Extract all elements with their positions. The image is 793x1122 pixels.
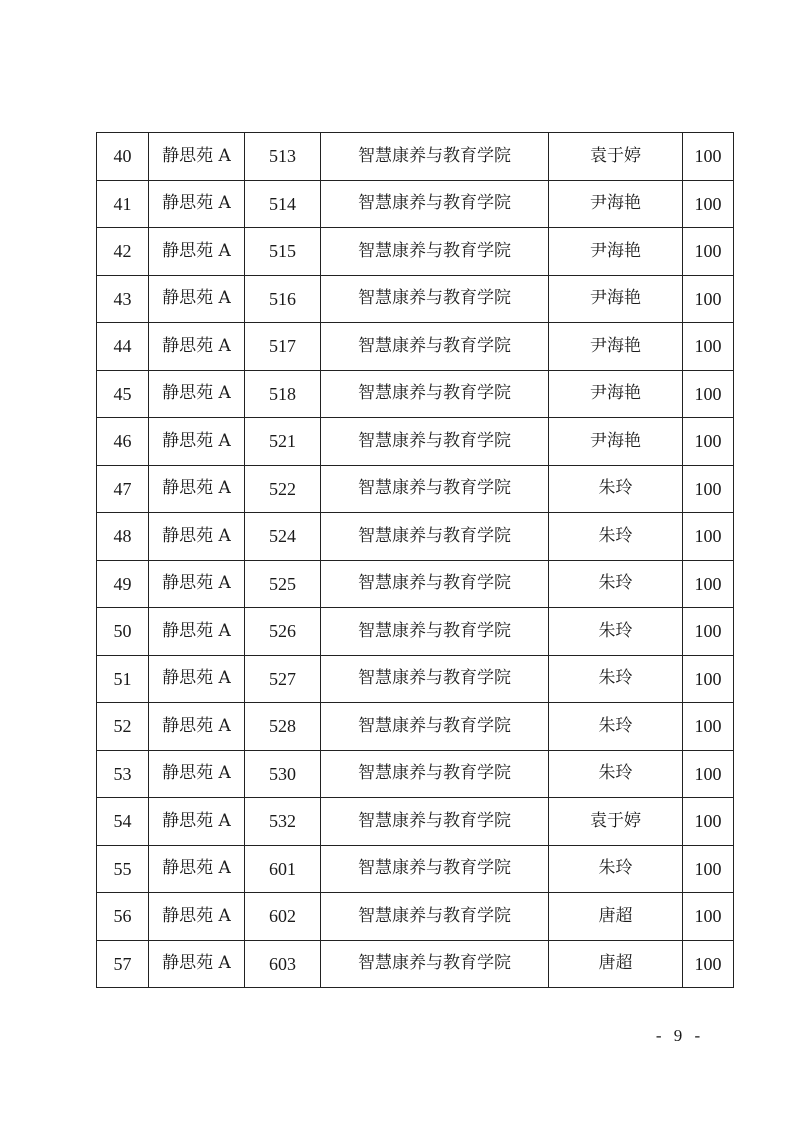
score-cell: 100 [683, 750, 734, 798]
row-number-cell: 50 [97, 608, 149, 656]
college-cell: 智慧康养与教育学院 [321, 465, 549, 513]
row-number-cell: 44 [97, 323, 149, 371]
building-cell: 静思苑 A [149, 940, 245, 988]
score-cell: 100 [683, 180, 734, 228]
table-row [97, 228, 734, 276]
room-cell: 521 [245, 418, 321, 466]
college-cell: 智慧康养与教育学院 [321, 133, 549, 181]
person-cell: 袁于婷 [549, 798, 683, 846]
college-cell: 智慧康养与教育学院 [321, 180, 549, 228]
room-cell: 528 [245, 703, 321, 751]
row-number-cell: 46 [97, 418, 149, 466]
score-cell: 100 [683, 228, 734, 276]
room-cell: 601 [245, 845, 321, 893]
room-cell: 514 [245, 180, 321, 228]
person-cell: 朱玲 [549, 608, 683, 656]
score-cell: 100 [683, 323, 734, 371]
score-cell: 100 [683, 703, 734, 751]
building-cell: 静思苑 A [149, 560, 245, 608]
person-cell: 朱玲 [549, 465, 683, 513]
person-cell: 袁于婷 [549, 133, 683, 181]
score-cell: 100 [683, 845, 734, 893]
room-cell: 515 [245, 228, 321, 276]
row-number-cell: 49 [97, 560, 149, 608]
table-row [97, 703, 734, 751]
building-cell: 静思苑 A [149, 893, 245, 941]
score-cell: 100 [683, 418, 734, 466]
building-cell: 静思苑 A [149, 703, 245, 751]
page-number: - 9 - [655, 1026, 705, 1045]
row-number-cell: 55 [97, 845, 149, 893]
table-row [97, 845, 734, 893]
table-row [97, 418, 734, 466]
college-cell: 智慧康养与教育学院 [321, 275, 549, 323]
table-row [97, 655, 734, 703]
college-cell: 智慧康养与教育学院 [321, 750, 549, 798]
table-row [97, 465, 734, 513]
person-cell: 朱玲 [549, 750, 683, 798]
room-cell: 522 [245, 465, 321, 513]
college-cell: 智慧康养与教育学院 [321, 560, 549, 608]
room-cell: 602 [245, 893, 321, 941]
row-number-cell: 40 [97, 133, 149, 181]
room-cell: 532 [245, 798, 321, 846]
row-number-cell: 48 [97, 513, 149, 561]
score-cell: 100 [683, 798, 734, 846]
score-cell: 100 [683, 560, 734, 608]
score-cell: 100 [683, 275, 734, 323]
college-cell: 智慧康养与教育学院 [321, 513, 549, 561]
table-row [97, 370, 734, 418]
score-cell: 100 [683, 655, 734, 703]
score-cell: 100 [683, 513, 734, 561]
table-row [97, 180, 734, 228]
building-cell: 静思苑 A [149, 228, 245, 276]
building-cell: 静思苑 A [149, 465, 245, 513]
row-number-cell: 45 [97, 370, 149, 418]
table-row [97, 133, 734, 181]
row-number-cell: 54 [97, 798, 149, 846]
row-number-cell: 56 [97, 893, 149, 941]
room-cell: 524 [245, 513, 321, 561]
row-number-cell: 47 [97, 465, 149, 513]
person-cell: 朱玲 [549, 703, 683, 751]
college-cell: 智慧康养与教育学院 [321, 893, 549, 941]
row-number-cell: 57 [97, 940, 149, 988]
college-cell: 智慧康养与教育学院 [321, 845, 549, 893]
building-cell: 静思苑 A [149, 608, 245, 656]
building-cell: 静思苑 A [149, 513, 245, 561]
college-cell: 智慧康养与教育学院 [321, 323, 549, 371]
room-cell: 530 [245, 750, 321, 798]
row-number-cell: 43 [97, 275, 149, 323]
building-cell: 静思苑 A [149, 798, 245, 846]
table-row [97, 940, 734, 988]
building-cell: 静思苑 A [149, 180, 245, 228]
table-row [97, 560, 734, 608]
college-cell: 智慧康养与教育学院 [321, 940, 549, 988]
person-cell: 尹海艳 [549, 418, 683, 466]
building-cell: 静思苑 A [149, 370, 245, 418]
person-cell: 尹海艳 [549, 228, 683, 276]
table-row [97, 750, 734, 798]
person-cell: 尹海艳 [549, 180, 683, 228]
score-cell: 100 [683, 370, 734, 418]
person-cell: 朱玲 [549, 655, 683, 703]
college-cell: 智慧康养与教育学院 [321, 703, 549, 751]
table-body [97, 133, 734, 988]
score-cell: 100 [683, 465, 734, 513]
score-cell: 100 [683, 893, 734, 941]
table-row [97, 798, 734, 846]
person-cell: 朱玲 [549, 560, 683, 608]
building-cell: 静思苑 A [149, 275, 245, 323]
table-row [97, 893, 734, 941]
person-cell: 唐超 [549, 893, 683, 941]
score-cell: 100 [683, 940, 734, 988]
row-number-cell: 41 [97, 180, 149, 228]
row-number-cell: 53 [97, 750, 149, 798]
row-number-cell: 52 [97, 703, 149, 751]
person-cell: 尹海艳 [549, 370, 683, 418]
table-row [97, 275, 734, 323]
score-cell: 100 [683, 133, 734, 181]
table-row [97, 608, 734, 656]
college-cell: 智慧康养与教育学院 [321, 798, 549, 846]
college-cell: 智慧康养与教育学院 [321, 228, 549, 276]
score-cell: 100 [683, 608, 734, 656]
room-cell: 513 [245, 133, 321, 181]
person-cell: 尹海艳 [549, 323, 683, 371]
college-cell: 智慧康养与教育学院 [321, 370, 549, 418]
building-cell: 静思苑 A [149, 655, 245, 703]
college-cell: 智慧康养与教育学院 [321, 418, 549, 466]
room-cell: 527 [245, 655, 321, 703]
table-row [97, 513, 734, 561]
row-number-cell: 42 [97, 228, 149, 276]
room-cell: 525 [245, 560, 321, 608]
dormitory-score-table [96, 132, 734, 988]
building-cell: 静思苑 A [149, 418, 245, 466]
person-cell: 唐超 [549, 940, 683, 988]
person-cell: 朱玲 [549, 845, 683, 893]
building-cell: 静思苑 A [149, 323, 245, 371]
college-cell: 智慧康养与教育学院 [321, 608, 549, 656]
person-cell: 朱玲 [549, 513, 683, 561]
room-cell: 516 [245, 275, 321, 323]
building-cell: 静思苑 A [149, 133, 245, 181]
college-cell: 智慧康养与教育学院 [321, 655, 549, 703]
room-cell: 518 [245, 370, 321, 418]
building-cell: 静思苑 A [149, 845, 245, 893]
person-cell: 尹海艳 [549, 275, 683, 323]
room-cell: 603 [245, 940, 321, 988]
room-cell: 517 [245, 323, 321, 371]
building-cell: 静思苑 A [149, 750, 245, 798]
table-row [97, 323, 734, 371]
room-cell: 526 [245, 608, 321, 656]
row-number-cell: 51 [97, 655, 149, 703]
